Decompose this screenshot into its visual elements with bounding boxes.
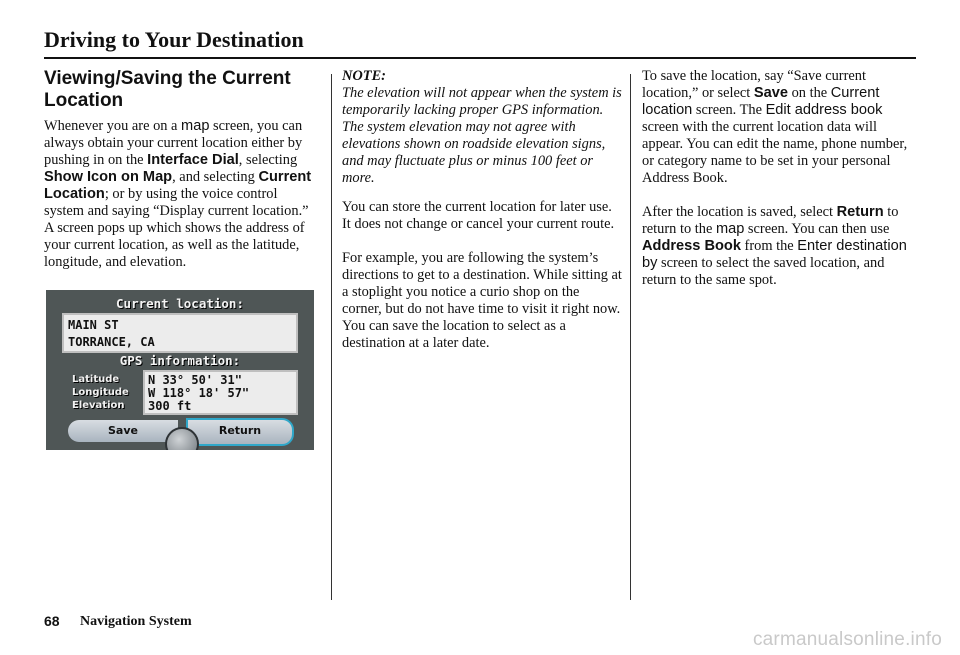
address-line-2: TORRANCE, CA bbox=[68, 335, 155, 349]
elevation-value: 300 ft bbox=[148, 399, 192, 413]
footer-title: Navigation System bbox=[80, 614, 192, 629]
term-enter-destination-by: Enter destination by bbox=[642, 238, 907, 271]
text-run: on the bbox=[787, 85, 831, 101]
term-return: Return bbox=[836, 204, 884, 220]
column-2 bbox=[342, 68, 622, 369]
watermark: carmanualsonline.info bbox=[752, 629, 942, 650]
example-paragraph: For example, you are following the system’s directions to get to a destination. While sitting at a stoplight you notice a curio shop on the corner, but do not have time to visit it right now. You can save the location to select as a destination at a later date. bbox=[342, 250, 622, 351]
header-rule bbox=[44, 57, 916, 59]
section-title: Viewing/Saving the Current Location bbox=[44, 68, 291, 111]
column-divider-2 bbox=[630, 74, 631, 600]
current-location-header: Current location: bbox=[116, 296, 244, 311]
text-run: ; or by using the voice control system and saying “Display current location.” A screen pops up which shows the address of your current location, as well as the latitude, longitude, and elevation. bbox=[44, 186, 309, 270]
column-1 bbox=[44, 68, 319, 288]
column-3 bbox=[642, 68, 920, 306]
note-body: The elevation will not appear when the system is temporarily lacking proper GPS information. The system elevation may not agree with elevations shown on roadside elevation signs, and may fluctuate plus or minus 100 feet or more. bbox=[342, 85, 622, 186]
text-run: to return to the bbox=[642, 204, 899, 237]
text-run: , and selecting bbox=[172, 169, 259, 185]
term-map: map bbox=[181, 118, 210, 134]
page-header-title: Driving to Your Destination bbox=[44, 27, 304, 52]
term-current-location: Current location bbox=[642, 85, 880, 118]
text-run: screen, you can always obtain your current location either by pushing in on the bbox=[44, 118, 303, 168]
address-line-1: MAIN ST bbox=[68, 318, 119, 332]
text-run: After the location is saved, select bbox=[642, 204, 837, 220]
return-button[interactable]: Return bbox=[186, 418, 294, 446]
note-title: NOTE: bbox=[342, 68, 386, 84]
save-instructions-paragraph bbox=[642, 68, 920, 187]
term-save: Save bbox=[753, 85, 788, 101]
current-location-screen bbox=[46, 290, 314, 450]
text-run: from the bbox=[740, 238, 798, 254]
latitude-label: Latitude bbox=[72, 374, 120, 385]
term-current-location: Current Location bbox=[44, 169, 312, 202]
latitude-value: N 33° 50' 31" bbox=[148, 373, 242, 387]
store-location-paragraph: You can store the current location for later use. It does not change or cancel your current route. bbox=[342, 199, 615, 232]
save-button[interactable]: Save bbox=[68, 420, 178, 442]
gps-information-header: GPS information: bbox=[119, 353, 241, 368]
term-edit-address-book: Edit address book bbox=[765, 102, 883, 118]
intro-paragraph bbox=[44, 118, 319, 271]
text-run: screen. The bbox=[692, 102, 766, 118]
term-address-book: Address Book bbox=[642, 238, 741, 254]
longitude-label: Longitude bbox=[72, 387, 129, 398]
text-run: To save the location, say “Save current location,” or select bbox=[642, 68, 866, 101]
term-show-icon-on-map: Show Icon on Map bbox=[44, 169, 173, 185]
text-run: screen with the current location data will appear. You can edit the name, phone number, or category name to be set in your personal Address Book. bbox=[642, 119, 908, 186]
elevation-label: Elevation bbox=[72, 400, 125, 411]
column-divider-1 bbox=[331, 74, 332, 600]
text-run: Whenever you are on a bbox=[44, 118, 182, 134]
text-run: screen to select the saved location, and return to the same spot. bbox=[642, 255, 885, 288]
text-run: , selecting bbox=[238, 152, 298, 168]
text-run: screen. You can then use bbox=[744, 221, 890, 237]
term-interface-dial: Interface Dial bbox=[147, 152, 239, 168]
after-save-paragraph bbox=[642, 204, 920, 289]
page-number: 68 bbox=[44, 613, 60, 629]
address-box bbox=[62, 313, 298, 353]
longitude-value: W 118° 18' 57" bbox=[148, 386, 250, 400]
gps-values-box bbox=[143, 370, 298, 415]
term-map: map bbox=[715, 221, 745, 237]
